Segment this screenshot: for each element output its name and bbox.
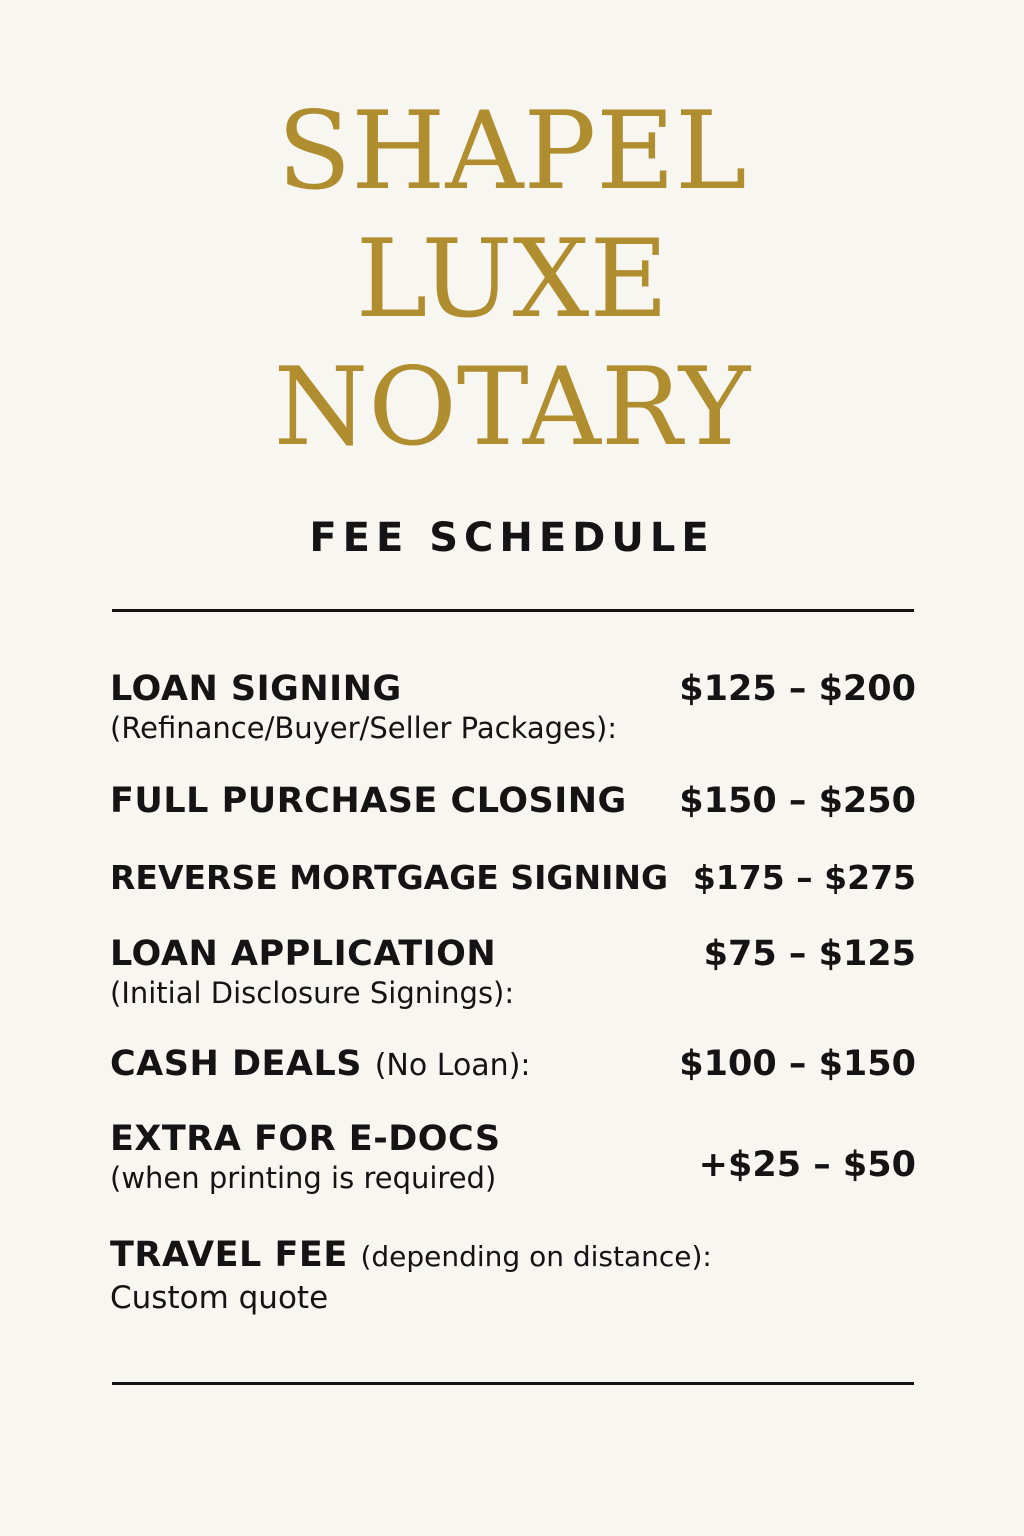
- fee-label: [110, 1234, 712, 1278]
- fee-note: Custom quote: [110, 1280, 329, 1316]
- fee-label: [110, 1043, 531, 1087]
- fee-label: FULL PURCHASE CLOSING: [110, 781, 627, 821]
- fee-price: $175 – $275: [692, 858, 916, 897]
- fee-label-text: CASH DEALS: [110, 1044, 363, 1084]
- brand-title: [0, 88, 1024, 472]
- fee-price: $150 – $250: [679, 781, 916, 821]
- fee-label: EXTRA FOR E-DOCS: [110, 1119, 501, 1159]
- fee-schedule-heading: FEE SCHEDULE: [309, 515, 715, 561]
- fee-note: (Refinance/Buyer/Seller Packages):: [110, 711, 618, 745]
- fee-price: +$25 – $50: [698, 1145, 916, 1185]
- brand-line-2: LUXE: [355, 217, 669, 342]
- fee-price: $100 – $150: [679, 1044, 916, 1084]
- fee-inline-note: (No Loan):: [374, 1048, 531, 1083]
- bottom-divider: [112, 1382, 914, 1385]
- fee-inline-note: (depending on distance):: [360, 1240, 712, 1273]
- fee-label: REVERSE MORTGAGE SIGNING: [110, 858, 669, 897]
- fee-label: LOAN SIGNING: [110, 669, 402, 709]
- fee-price: $125 – $200: [679, 669, 916, 709]
- fee-price: $75 – $125: [703, 934, 916, 974]
- fee-note: (Initial Disclosure Signings):: [110, 976, 515, 1010]
- fee-label: LOAN APPLICATION: [110, 934, 497, 974]
- fee-note: (when printing is required): [110, 1161, 497, 1195]
- brand-line-3: NOTARY: [273, 345, 751, 470]
- fee-label-text: TRAVEL FEE: [110, 1235, 348, 1275]
- top-divider: [112, 609, 914, 612]
- brand-line-1: SHAPEL: [277, 89, 747, 214]
